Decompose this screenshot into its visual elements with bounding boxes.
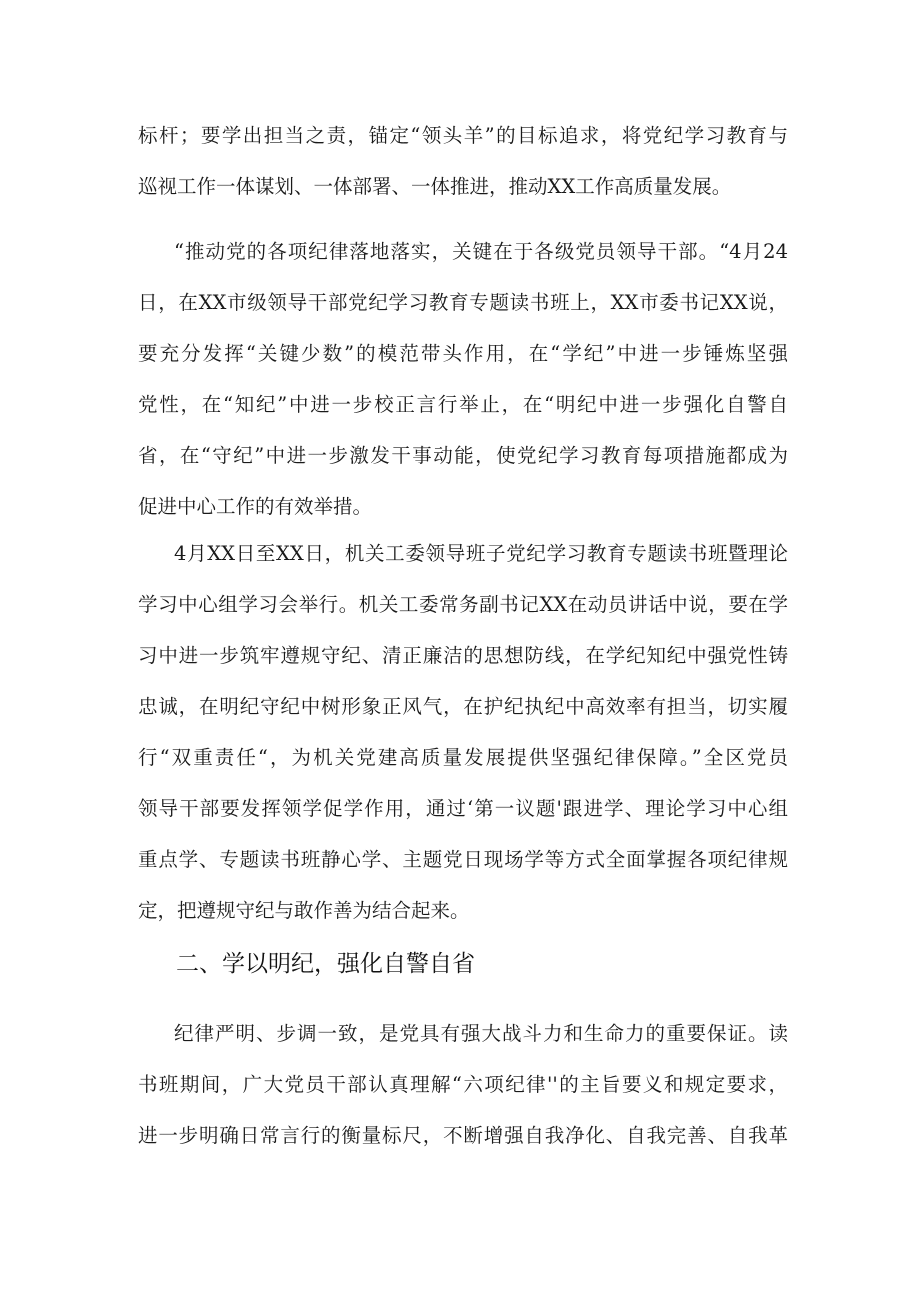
text-line: 重点学、专题读书班静心学、主题党日现场学等方式全面掌握各项纪律规 [138, 848, 788, 871]
text-line: 巡视工作一体谋划、一体部署、一体推进，推动XX工作高质量发展。 [138, 175, 732, 198]
text-line: 4月XX日至XX日，机关工委领导班子党纪学习教育专题读书班暨理论 [174, 542, 788, 565]
paragraph-4 [138, 1008, 788, 1161]
text-line: 日，在XX市级领导干部党纪学习教育专题读书班上，XX市委书记XX说， [138, 291, 788, 314]
text-line: 要充分发挥“关键少数”的模范带头作用，在“学纪”中进一步锤炼坚强 [138, 342, 788, 365]
text-line: 忠诚，在明纪守纪中树形象正风气，在护纪执纪中高效率有担当，切实履 [138, 695, 788, 718]
text-line: 党性，在“知纪”中进一步校正言行举止，在“明纪中进一步强化自警自 [138, 393, 788, 416]
text-line: 进一步明确日常言行的衡量标尺，不断增强自我净化、自我完善、自我革 [138, 1124, 788, 1147]
paragraph-2 [138, 226, 788, 532]
text-line: 习中进一步筑牢遵规守纪、清正廉洁的思想防线，在学纪知纪中强党性铸 [138, 644, 788, 667]
text-line: 纪律严明、步调一致，是党具有强大战斗力和生命力的重要保证。读 [174, 1022, 788, 1045]
section-heading: 二、学以明纪，强化自警自省 [176, 951, 475, 977]
text-line: 书班期间，广大党员干部认真理解“六项纪律''的主旨要义和规定要求， [138, 1073, 788, 1096]
text-line: 行“双重责任“，为机关党建高质量发展提供坚强纪律保障。”全区党员 [138, 746, 788, 769]
text-line: “推动党的各项纪律落地落实，关键在于各级党员领导干部。“4月24 [174, 240, 788, 263]
paragraph-3 [138, 528, 788, 936]
paragraph-1 [138, 110, 788, 212]
text-line: 促进中心工作的有效举措。 [138, 495, 373, 518]
text-line: 省，在“守纪”中进一步激发干事动能，使党纪学习教育每项措施都成为 [138, 444, 788, 467]
text-line: 标杆；要学出担当之责，锚定“领头羊”的目标追求，将党纪学习教育与 [138, 124, 788, 147]
text-line: 学习中心组学习会举行。机关工委常务副书记XX在动员讲话中说，要在学 [138, 593, 788, 616]
text-line: 定，把遵规守纪与敢作善为结合起来。 [138, 899, 470, 922]
text-line: 领导干部要发挥领学促学作用，通过‘第一议题'跟进学、理论学习中心组 [138, 797, 788, 820]
